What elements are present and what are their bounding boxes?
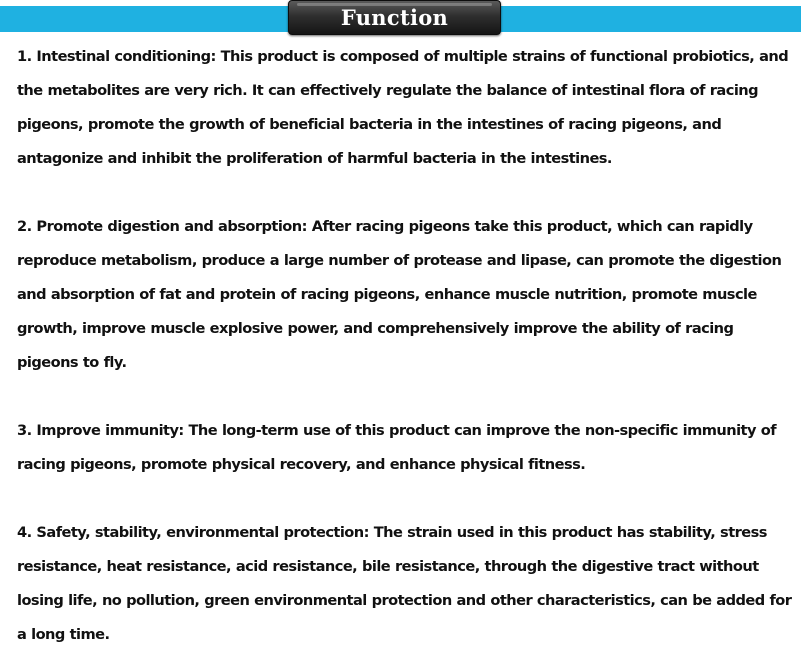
function-list — [17, 40, 798, 652]
function-item-digestion-absorption: 2. Promote digestion and absorption: After racing pigeons take this product, which can rapidly reproduce metabolism, produce a large number of protease and lipase, can promote the digestion and absorption of fat and protein of racing pigeons, enhance muscle nutrition, promote muscle growth, improve muscle explosive power, and comprehensively improve the ability of racing pigeons to fly. — [17, 218, 782, 371]
section-title: Function — [340, 5, 449, 30]
section-header — [0, 0, 801, 36]
function-item-safety-stability: 4. Safety, stability, environmental protection: The strain used in this product has stability, stress resistance, heat resistance, acid resistance, bile resistance, through the digestive tract without losing life, no pollution, green environmental protection and other characteristics, can be added for a long time. — [17, 524, 792, 643]
title-tab — [288, 0, 501, 35]
function-item-immunity: 3. Improve immunity: The long-term use of this product can improve the non-specific immunity of racing pigeons, promote physical recovery, and enhance physical fitness. — [17, 422, 777, 473]
function-item-intestinal-conditioning: 1. Intestinal conditioning: This product is composed of multiple strains of functional probiotics, and the metabolites are very rich. It can effectively regulate the balance of intestinal flora of racing pigeons, promote the growth of beneficial bacteria in the intestines of racing pigeons, and antagonize and inhibit the proliferation of harmful bacteria in the intestines. — [17, 48, 789, 167]
